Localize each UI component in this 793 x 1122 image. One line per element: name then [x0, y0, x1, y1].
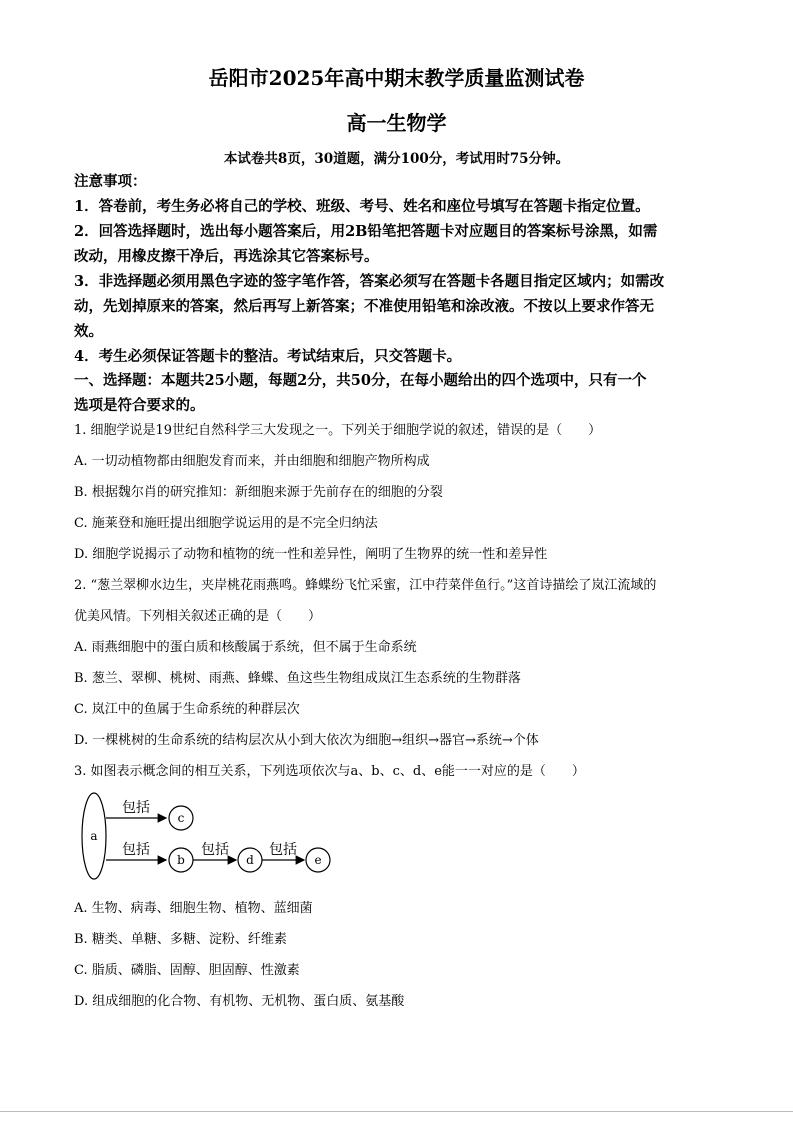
- svg-text:包括: 包括: [122, 800, 150, 816]
- edge-a-b: [106, 841, 166, 860]
- svg-text:c: c: [177, 811, 185, 825]
- section-heading-cont: 选项是符合要求的。: [74, 397, 205, 414]
- notice-item: 1．答卷前，考生务必将自己的学校、班级、考号、姓名和座位号填写在答题卡指定位置。: [74, 198, 650, 215]
- svg-text:包括: 包括: [201, 842, 229, 858]
- question-3-option-b: B. 糖类、单糖、多糖、淀粉、纤维素: [74, 932, 287, 947]
- node-e: [306, 848, 330, 872]
- node-a: [82, 793, 106, 879]
- question-2-option-a: A. 雨燕细胞中的蛋白质和核酸属于系统，但不属于生命系统: [74, 640, 417, 655]
- question-1-option-d: D. 细胞学说揭示了动物和植物的统一性和差异性，阐明了生物界的统一性和差异性: [74, 547, 548, 562]
- node-c: [169, 806, 193, 830]
- svg-text:d: d: [246, 853, 254, 867]
- question-2-stem: 2. “葱兰翠柳水边生，夹岸桃花雨燕鸣。蜂蝶纷飞忙采蜜，江中荇菜伴鱼行。”这首诗描绘了岚江流域的: [74, 578, 657, 593]
- svg-text:包括: 包括: [269, 842, 297, 858]
- question-2-option-c: C. 岚江中的鱼属于生命系统的种群层次: [74, 702, 300, 717]
- svg-text:包括: 包括: [122, 842, 150, 858]
- question-2-stem-cont: 优美风情。下列相关叙述正确的是（ ）: [74, 609, 322, 624]
- question-1-option-b: B. 根据魏尔肖的研究推知：新细胞来源于先前存在的细胞的分裂: [74, 485, 443, 500]
- question-2-option-b: B. 葱兰、翠柳、桃树、雨燕、蜂蝶、鱼这些生物组成岚江生态系统的生物群落: [74, 671, 521, 686]
- notice-heading: 注意事项：: [74, 173, 147, 190]
- notice-item: 动，先划掉原来的答案，然后再写上新答案；不准使用铅笔和涂改液。不按以上要求作答无: [74, 298, 654, 315]
- notice-item: 4．考生必须保证答题卡的整洁。考试结束后，只交答题卡。: [74, 348, 462, 365]
- notice-item: 效。: [74, 323, 103, 340]
- node-b: [169, 848, 193, 872]
- question-1-option-c: C. 施莱登和施旺提出细胞学说运用的是不完全归纳法: [74, 516, 378, 531]
- edge-a-c: [106, 799, 166, 818]
- question-3-stem: 3. 如图表示概念间的相互关系，下列选项依次与a、b、c、d、e能一一对应的是（ ）: [74, 764, 585, 779]
- question-2-option-d: D. 一棵桃树的生命系统的结构层次从小到大依次为细胞→组织→器官→系统→个体: [74, 733, 539, 748]
- question-3-option-d: D. 组成细胞的化合物、有机物、无机物、蛋白质、氨基酸: [74, 994, 405, 1009]
- svg-text:b: b: [177, 853, 185, 867]
- notice-item: 改动，用橡皮擦干净后，再选涂其它答案标号。: [74, 248, 379, 265]
- concept-diagram: [78, 788, 348, 886]
- svg-text:a: a: [90, 829, 98, 843]
- node-d: [238, 848, 262, 872]
- exam-title: 岳阳市2025年高中期末教学质量监测试卷: [208, 66, 585, 90]
- exam-info: 本试卷共8页，30道题，满分100分，考试用时75分钟。: [223, 151, 570, 167]
- question-1-option-a: A. 一切动植物都由细胞发育而来，并由细胞和细胞产物所构成: [74, 454, 430, 469]
- svg-text:e: e: [314, 853, 322, 867]
- notice-item: 3．非选择题必须用黑色字迹的签字笔作答，答案必须写在答题卡各题目指定区域内；如需改: [74, 273, 665, 290]
- edge-b-d: [193, 841, 236, 860]
- page-bottom-rule: [0, 1111, 793, 1112]
- exam-subject: 高一生物学: [346, 111, 447, 135]
- question-3-option-a: A. 生物、病毒、细胞生物、植物、蓝细菌: [74, 901, 313, 916]
- notice-item: 2．回答选择题时，选出每小题答案后，用2B铅笔把答题卡对应题目的答案标号涂黑，如需: [74, 223, 658, 240]
- question-3-option-c: C. 脂质、磷脂、固醇、胆固醇、性激素: [74, 963, 300, 978]
- edge-d-e: [262, 841, 304, 860]
- question-1-stem: 1. 细胞学说是19世纪自然科学三大发现之一。下列关于细胞学说的叙述，错误的是（ ）: [74, 423, 602, 438]
- section-heading: 一、选择题：本题共25小题，每题2分，共50分，在每小题给出的四个选项中，只有一个: [74, 372, 647, 389]
